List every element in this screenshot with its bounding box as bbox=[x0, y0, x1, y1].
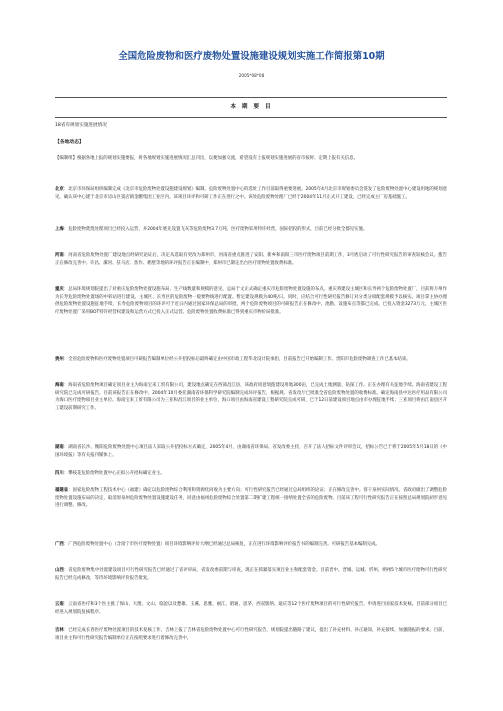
entry-text: ：省危险废物集中处置建设项目可行性研究报告已经通过了省评审局。省发改委前期与审查，现正在抓紧落实项目业主和配套资金。目前晋中、晋城、运城、忻州、朔州5个城市医疗废物可行性研究报告已经完成修改，等待环境影响评价报告批复。 bbox=[55, 568, 447, 581]
entry-text: ：已经完成长春医疗废物处置项目的技术复核工作，吉林上报了吉林省危险废物处置中心可行性研究报告，规划院提出随路了建议，提出了补充材料、补正通知，补充接续、加强随报的要求。目前，项目业主和可行性研究报告编制单位正在按照要求进行着修改完善中。 bbox=[55, 628, 447, 641]
entry-label: 湖南 bbox=[55, 445, 64, 450]
entry-label: 海南 bbox=[55, 383, 64, 388]
entry-hunan bbox=[55, 444, 447, 459]
entry-label: 四川 bbox=[55, 471, 64, 476]
report-title: 全国危险废物和医疗废物处置设施建设规划实施工作简报第10期 bbox=[118, 51, 385, 62]
report-date: 2005*08*08 bbox=[238, 73, 265, 78]
entry-label: 重庆 bbox=[55, 287, 64, 292]
entry-text: ：总局环境规划院提出了对重庆危险废物处置设施布局、生产线数量和规模的意见，总局于文正式确定重庆市危险废物处置设施的布点。重庆将建设主城区和长寿两个危险废物处置厂，目前将万州作为长寿危险废物处置场的中转站进行建设。主城区、长寿区的危险废物一般要物线进行配置。暂定建设规模为40吨/日。同时，应结合可行性研究报告修订对分类分项配套规模予以核实。项目拿主协办理供危险废物处置设施征地手续，长寿危险废物项目的环评可于近日内通过国家环保总局的审批，两个危险废物项目的可研报告正在修改中。池勘、设施布点等都已完成。已投入资金3273万元，主城区医疗废物处置厂采用BOT特许经营权建设和运营方式已投入正式运营。危险废物处置收费标准已得到重庆市物价局批准。 bbox=[55, 287, 447, 315]
contents-line: 18省有规划实施进展情况 bbox=[55, 123, 107, 128]
entry-label: 山西 bbox=[55, 568, 64, 573]
issue-contents-heading: 本 期 要 目 bbox=[230, 104, 273, 110]
entry-label: 河南 bbox=[55, 253, 64, 258]
section-heading: 【各地动态】 bbox=[55, 140, 84, 145]
intro-paragraph: 【编制组】根据各地上报的规划实施要报，将各地规划实施进展情况汇总刊出，以便加强交流，希望没有上报规划实施进展的省市按时、定期上报有关信息。 bbox=[55, 156, 358, 161]
entry-guizhou bbox=[55, 356, 447, 364]
entry-label: 吉林 bbox=[55, 628, 64, 633]
entry-label: 北京 bbox=[55, 187, 64, 192]
entry-chongqing bbox=[55, 286, 447, 316]
entry-sichuan bbox=[55, 470, 447, 478]
entry-text: ：广西危险废物处置中心（含南宁市医疗废物处置）项目环境影响评价大纲已经通过总局核复，正在进行环境影响评价报告书的编制完善。可研报告基本编制完成。 bbox=[63, 542, 380, 547]
entry-fujian bbox=[55, 487, 447, 510]
entry-beijing bbox=[55, 186, 447, 201]
entry-text: ：湖南省长沙、衡阳危险废物处置中心项目法人采取公开招投标方式确定，2005年4月，由湖南省环保局、省发改委主持，召开了法人招标文件评审会议，招标公告已于将于2005年5月18日的《中国环境报》等有关报刊媒体上。 bbox=[55, 445, 447, 458]
entry-shanxi bbox=[55, 567, 447, 582]
entry-jilin bbox=[55, 627, 447, 642]
entry-text: ：全省危险废物和医疗废物处置项目可研报告编制单位经公开招投标后最终确定由中国市政工程华北设计院承担，目前报告已开始编制工作。贵阳市危险废物调查工作已基本结束。 bbox=[63, 357, 411, 362]
entry-label: 广西 bbox=[55, 542, 64, 547]
entry-label: 福建省 bbox=[55, 488, 69, 493]
entry-text: ：国家危险废物工程技术中心（福建）确定以危险废物综合利用和资源化回收为主要方向；可行性研究报告已经通过总局组织的论证；正在修改完善中。客干泉州实际情况，省政府做出了调整危险废物处置设施布局的决定，取消原泉州危险废物处置设施建设任务，同意由福州危险废物综合处置第二期扩建工程统一接纳处置全省的危险废物。目前该工程可行性研究报告正在按照总局规划院初步意见进行调整、修改。 bbox=[55, 488, 447, 509]
entry-label: 贵州 bbox=[55, 357, 64, 362]
entry-text: ：河南省危险废物处置厂建设地点经研究论证后，决定从选取有更改为郑州市，河南省重点推进了安阳、新乡和南阳三市医疗废物项目前期工作，3月底启动了可行性研究报告的审查较核会议。拨告正在修改完善中。许昌、漯河、驻马店、焦作、鹤壁等地的环评报告正在编制中，郑州市已制定出台医疗废物处置收费标准。 bbox=[55, 253, 447, 266]
entry-text: ：攀枝花危险废物处置中心正拟公开招标确定业主。 bbox=[63, 471, 165, 476]
entry-label: 云南 bbox=[55, 602, 64, 607]
divider-bottom bbox=[55, 117, 447, 118]
entry-hainan bbox=[55, 382, 447, 412]
entry-text: ：危险废物焚烧处理项目已经投入运营，并2004年底先设置飞灰等危险废物3.7万吨，医疗废物采用特许经营，国际招投的形式，目前已经分批全都见实施。 bbox=[63, 227, 368, 232]
entry-text: ：北京市环保局组织编制完成《北京市危险废物处置设施建设规划》编制。危险废物处置中心的选址工作目前取得重要进展。2005年4月北京市规划委员会签发了危险废物处置中心建设用地的规划意见，确认该中心建于北京市房山区窦店镇金鹏集团工业区内。该项目环评和可研工作正在进行之中。该处危险废物处理厂已经于2004年11月正式开工建设，已经完成主厂房基础施工。 bbox=[55, 187, 447, 200]
divider-top bbox=[55, 97, 447, 98]
entry-henan bbox=[55, 252, 447, 267]
entry-label: 上海 bbox=[55, 227, 64, 232]
entry-shanghai bbox=[55, 226, 447, 234]
entry-yunnan bbox=[55, 601, 447, 616]
entry-text: ：海南省危险废物项目确定项目业主为海南宝来工贸有限公司，建设地点确定在西部昌江县，该政府同意划拨建设用地300亩，已完成土地测量、钻探工作。正在办理有关征地手续。海南省建设工程研究院已完成可研报告，目前该报告正在修改中。2004年10月委托湖南省环保科学研究院编制完成环评报告，根据规。省发改厅已批准全省危险废物处置的收费标准。确定海南县中达医疗用品有限公司为海口医疗废物项目业主单位。海南宝来工贸有限公司为三亚和昌江项目的业主单位，海口项目由海南省建设工程研究院完成可研，已于12日前建设项目地点由市办理征地手续；三亚项目将由江南县区开工建设前期研究工作。 bbox=[55, 383, 447, 411]
entry-guangxi bbox=[55, 541, 447, 549]
entry-text: ：云南省医疗和3个医主推了保山、大理、文山、临沧以及楚雄、玉溪、思雅、丽江、昭通、思茅、西双版纳、迪庆等12个医疗废物项目的可行性研究报告，申请进行国家技术复核。目前部分项目已经进入规划院复核程序。 bbox=[55, 602, 447, 615]
